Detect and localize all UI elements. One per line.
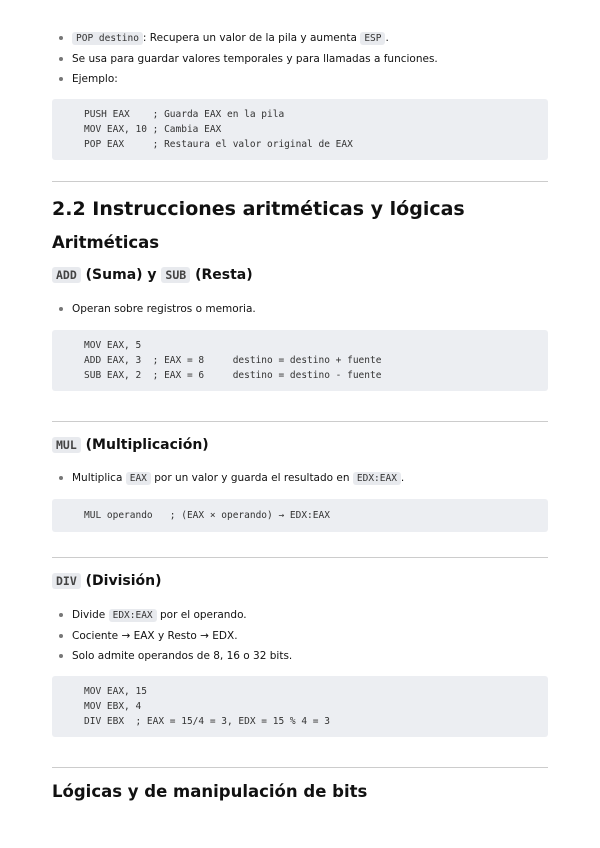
- heading-add-sub: [52, 265, 548, 285]
- list-item-text: Cociente → EAX y Resto → EDX.: [72, 630, 238, 642]
- list-item-text: Multiplica: [72, 472, 126, 484]
- inline-code: EDX:EAX: [353, 472, 401, 485]
- section-divider: [52, 421, 548, 422]
- add-sub-bullets: [52, 299, 548, 319]
- inline-code: EDX:EAX: [109, 609, 157, 622]
- mul-bullets: [52, 468, 548, 489]
- list-item: [52, 49, 548, 69]
- heading-text: (Resta): [190, 267, 253, 283]
- list-item-text: : Recupera un valor de la pila y aumenta: [142, 32, 361, 44]
- list-item-text: .: [400, 472, 405, 484]
- heading-text: (Suma) y: [80, 267, 162, 283]
- section-title: 2.2 Instrucciones aritméticas y lógicas: [52, 198, 465, 220]
- div-bullets: [52, 605, 548, 666]
- heading-mul: [52, 435, 548, 455]
- code-block-div: MOV EAX, 15 MOV EBX, 4 DIV EBX ; EAX = 15/4 = 3, EDX = 15 % 4 = 3: [52, 676, 548, 737]
- inline-code: SUB: [161, 267, 190, 283]
- inline-code: EAX: [126, 472, 151, 485]
- list-item: [52, 468, 548, 489]
- subsection-title-logic: Lógicas y de manipulación de bits: [52, 782, 368, 801]
- inline-code: POP destino: [72, 32, 143, 45]
- list-item: [52, 646, 548, 666]
- inline-code: ADD: [52, 267, 81, 283]
- list-item-text: Operan sobre registros o memoria.: [72, 303, 256, 315]
- list-item: [52, 299, 548, 319]
- list-item: [52, 28, 548, 49]
- list-item-text: Divide: [72, 609, 109, 621]
- section-divider: [52, 767, 548, 768]
- list-item: [52, 69, 548, 89]
- heading-text: (Multiplicación): [80, 437, 209, 453]
- inline-code: DIV: [52, 573, 81, 589]
- inline-code: ESP: [360, 32, 385, 45]
- section-divider: [52, 181, 548, 182]
- list-item: [52, 605, 548, 626]
- list-item-text: por el operando.: [156, 609, 247, 621]
- code-block-mul: MUL operando ; (EAX × operando) → EDX:EAX: [52, 499, 548, 532]
- list-item-text: por un valor y guarda el resultado en: [150, 472, 353, 484]
- inline-code: MUL: [52, 437, 81, 453]
- code-block-add-sub: MOV EAX, 5 ADD EAX, 3 ; EAX = 8 destino = destino + fuente SUB EAX, 2 ; EAX = 6 destino = destino - fuente: [52, 330, 548, 391]
- list-item-text: Solo admite operandos de 8, 16 o 32 bits.: [72, 650, 293, 662]
- heading-div: [52, 571, 548, 591]
- top-bullet-list: [52, 28, 548, 89]
- code-block-stack: PUSH EAX ; Guarda EAX en la pila MOV EAX, 10 ; Cambia EAX POP EAX ; Restaura el valor original de EAX: [52, 99, 548, 160]
- list-item-text: Se usa para guardar valores temporales y para llamadas a funciones.: [72, 53, 438, 65]
- subsection-title-arithmetic: Aritméticas: [52, 233, 160, 252]
- list-item: [52, 626, 548, 646]
- section-divider: [52, 557, 548, 558]
- list-item-text: .: [385, 32, 389, 44]
- heading-text: (División): [80, 573, 162, 589]
- list-item-text: Ejemplo:: [72, 73, 118, 85]
